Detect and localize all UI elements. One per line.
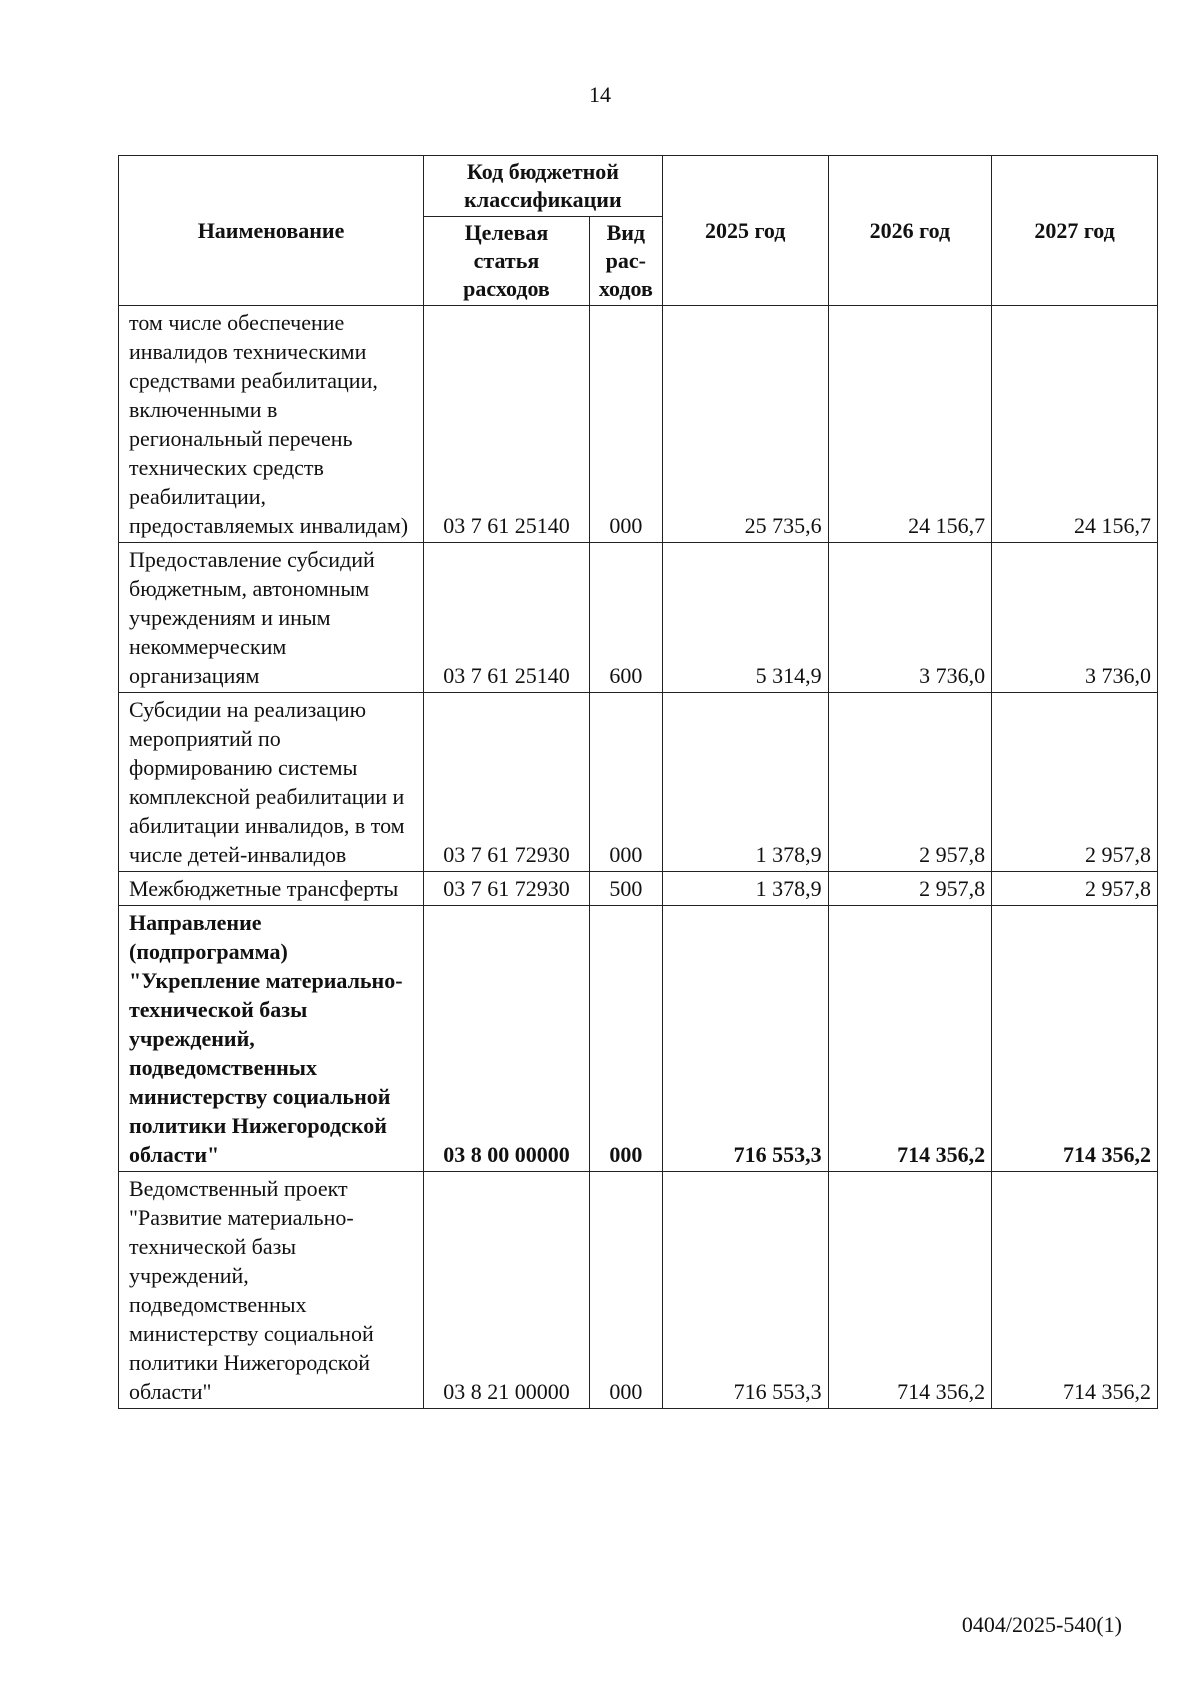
row-name: Предоставление субсидий бюджетным, автономным учреждениям и иным некоммерческим организациям	[119, 543, 424, 693]
row-2027: 714 356,2	[992, 1172, 1158, 1409]
row-2026: 714 356,2	[828, 906, 992, 1172]
row-2027: 24 156,7	[992, 306, 1158, 543]
row-2025: 716 553,3	[662, 1172, 828, 1409]
row-kind: 000	[589, 306, 662, 543]
row-name: Субсидии на реализацию мероприятий по формированию системы комплексной реабилитации и абилитации инвалидов, в том числе детей-инвалидов	[119, 693, 424, 872]
row-code: 03 7 61 72930	[424, 693, 590, 872]
table-header	[119, 156, 1158, 306]
table-row	[119, 872, 1158, 906]
table-row	[119, 693, 1158, 872]
row-2026: 714 356,2	[828, 1172, 992, 1409]
row-2025: 1 378,9	[662, 693, 828, 872]
row-name: Направление (подпрограмма) "Укрепление материально-технической базы учреждений, подведомственных министерству социальной политики Нижегородской области"	[119, 906, 424, 1172]
row-2025: 1 378,9	[662, 872, 828, 906]
row-kind: 000	[589, 1172, 662, 1409]
row-name: Межбюджетные трансферты	[119, 872, 424, 906]
row-name: Ведомственный проект "Развитие материально-технической базы учреждений, подведомственных министерству социальной политики Нижегородской области"	[119, 1172, 424, 1409]
row-code: 03 7 61 72930	[424, 872, 590, 906]
header-code-group: Код бюджетной классификации	[424, 156, 663, 217]
row-2026: 24 156,7	[828, 306, 992, 543]
header-target: Целевая статья расходов	[424, 217, 590, 306]
row-kind: 600	[589, 543, 662, 693]
row-name: том числе обеспечение инвалидов техническими средствами реабилитации, включенными в региональный перечень технических средств реабилитации, предоставляемых инвалидам)	[119, 306, 424, 543]
header-name: Наименование	[119, 156, 424, 306]
row-2025: 716 553,3	[662, 906, 828, 1172]
row-2025: 5 314,9	[662, 543, 828, 693]
header-2027: 2027 год	[992, 156, 1158, 306]
table-row	[119, 1172, 1158, 1409]
row-kind: 000	[589, 906, 662, 1172]
row-2026: 2 957,8	[828, 872, 992, 906]
row-2026: 3 736,0	[828, 543, 992, 693]
header-2025: 2025 год	[662, 156, 828, 306]
header-kind: Вид рас-ходов	[589, 217, 662, 306]
row-2027: 3 736,0	[992, 543, 1158, 693]
row-2027: 714 356,2	[992, 906, 1158, 1172]
page-number: 14	[589, 82, 611, 107]
table-row	[119, 306, 1158, 543]
header-2026: 2026 год	[828, 156, 992, 306]
table-row	[119, 543, 1158, 693]
row-kind: 000	[589, 693, 662, 872]
budget-table	[118, 155, 1158, 1409]
row-code: 03 8 00 00000	[424, 906, 590, 1172]
row-2027: 2 957,8	[992, 872, 1158, 906]
row-code: 03 7 61 25140	[424, 543, 590, 693]
row-2027: 2 957,8	[992, 693, 1158, 872]
row-2026: 2 957,8	[828, 693, 992, 872]
row-2025: 25 735,6	[662, 306, 828, 543]
row-code: 03 7 61 25140	[424, 306, 590, 543]
row-kind: 500	[589, 872, 662, 906]
table-row	[119, 906, 1158, 1172]
row-code: 03 8 21 00000	[424, 1172, 590, 1409]
document-code: 0404/2025-540(1)	[961, 1612, 1122, 1637]
